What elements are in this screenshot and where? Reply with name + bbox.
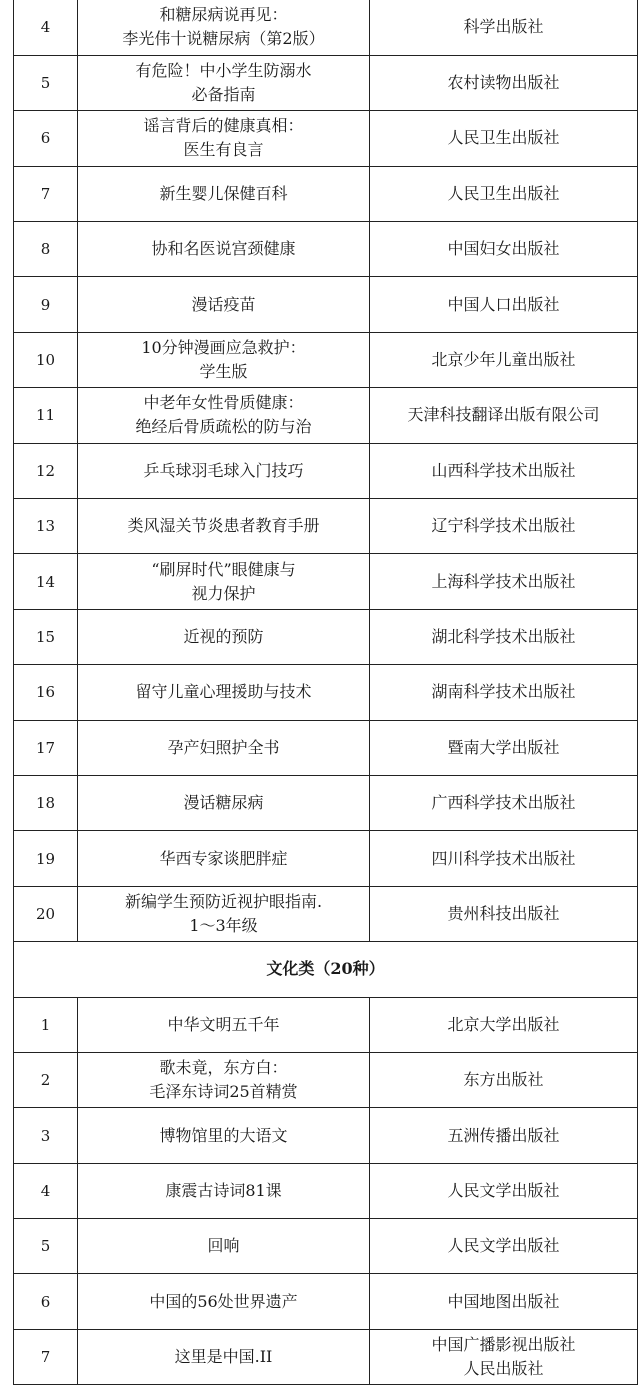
table-row (14, 1052, 638, 1107)
publisher-cell (370, 665, 638, 720)
table-row (14, 886, 638, 941)
row-number: 6 (14, 111, 78, 166)
table-row (14, 665, 638, 720)
table-row (14, 222, 638, 277)
publisher-line: 广西科学技术出版社 (431, 793, 576, 813)
row-number: 12 (14, 443, 78, 498)
publisher-cell (370, 720, 638, 775)
book-title-line: 回响 (207, 1236, 240, 1256)
publisher-line: 人民文学出版社 (447, 1236, 560, 1256)
section-heading-row-group (14, 942, 638, 997)
publisher-line: 北京大学出版社 (447, 1014, 560, 1034)
row-number: 13 (14, 499, 78, 554)
publisher-line: 北京少年儿童出版社 (431, 350, 576, 370)
publisher-line: 人民出版社 (463, 1359, 544, 1379)
row-number: 10 (14, 332, 78, 387)
book-title-line: 毛泽东诗词25首精赏 (149, 1082, 298, 1102)
publisher-line: 湖北科学技术出版社 (431, 626, 576, 646)
publisher-line: 东方出版社 (463, 1070, 544, 1090)
row-number: 6 (14, 1274, 78, 1329)
book-title-line: 留守儿童心理援助与技术 (135, 682, 312, 702)
row-number: 19 (14, 831, 78, 886)
row-number: 4 (14, 0, 78, 55)
book-title-cell (78, 609, 370, 664)
publisher-line: 人民卫生出版社 (447, 128, 560, 148)
book-title-line: 学生版 (199, 362, 248, 382)
book-title-cell (78, 55, 370, 110)
publisher-cell (370, 55, 638, 110)
row-number: 18 (14, 775, 78, 830)
table-row (14, 1329, 638, 1384)
publisher-cell (370, 443, 638, 498)
table-row (14, 0, 638, 55)
table-row (14, 443, 638, 498)
publisher-line: 辽宁科学技术出版社 (431, 516, 576, 536)
table-row (14, 1274, 638, 1329)
book-title-line: 中华文明五千年 (167, 1014, 280, 1034)
book-title-line: 绝经后骨质疏松的防与治 (135, 417, 312, 437)
table-body-bottom (14, 997, 638, 1385)
book-title-line: 新生婴儿保健百科 (159, 183, 288, 203)
publisher-cell (370, 997, 638, 1052)
book-title-cell (78, 0, 370, 55)
table-row (14, 554, 638, 609)
publisher-cell (370, 1163, 638, 1218)
row-number: 7 (14, 1329, 78, 1384)
book-title-cell (78, 1052, 370, 1107)
table-row (14, 166, 638, 221)
book-title-line: 协和名医说宫颈健康 (151, 239, 296, 259)
publisher-cell (370, 1329, 638, 1384)
row-number: 5 (14, 55, 78, 110)
book-title-cell (78, 166, 370, 221)
book-title-cell (78, 111, 370, 166)
publisher-cell (370, 332, 638, 387)
publisher-line: 山西科学技术出版社 (431, 460, 576, 480)
publisher-line: 农村读物出版社 (447, 73, 560, 93)
publisher-cell (370, 0, 638, 55)
table-row (14, 277, 638, 332)
publisher-cell (370, 222, 638, 277)
publisher-line: 湖南科学技术出版社 (431, 682, 576, 702)
publisher-cell (370, 499, 638, 554)
book-title-line: 李光伟十说糖尿病（第2版） (122, 29, 325, 49)
publisher-line: 上海科学技术出版社 (431, 571, 576, 591)
publisher-cell (370, 166, 638, 221)
publisher-line: 中国妇女出版社 (447, 239, 560, 259)
book-title-line: 类风湿关节炎患者教育手册 (127, 516, 320, 536)
publisher-cell (370, 554, 638, 609)
book-title-cell (78, 332, 370, 387)
book-title-line: 新编学生预防近视护眼指南. (124, 891, 323, 911)
book-title-cell (78, 720, 370, 775)
table-row (14, 997, 638, 1052)
book-title-line: 近视的预防 (183, 626, 264, 646)
publisher-line: 暨南大学出版社 (447, 737, 560, 757)
publisher-line: 四川科学技术出版社 (431, 848, 576, 868)
publisher-cell (370, 1108, 638, 1163)
book-title-line: 这里是中国.II (174, 1347, 273, 1367)
row-number: 14 (14, 554, 78, 609)
publisher-cell (370, 609, 638, 664)
row-number: 16 (14, 665, 78, 720)
book-title-cell (78, 1219, 370, 1274)
publisher-line: 中国地图出版社 (447, 1291, 560, 1311)
book-title-cell (78, 1163, 370, 1218)
publisher-line: 中国人口出版社 (447, 294, 560, 314)
book-title-cell (78, 1108, 370, 1163)
table-row (14, 55, 638, 110)
publisher-line: 人民卫生出版社 (447, 183, 560, 203)
book-title-line: 乒乓球羽毛球入门技巧 (143, 460, 304, 480)
book-title-cell (78, 388, 370, 443)
book-title-cell (78, 222, 370, 277)
book-title-line: “刷屏时代”眼健康与 (151, 559, 296, 579)
book-title-line: 漫话糖尿病 (183, 793, 264, 813)
book-title-line: 孕产妇照护全书 (167, 737, 280, 757)
book-title-line: 康震古诗词81课 (165, 1180, 282, 1200)
publisher-line: 科学出版社 (463, 17, 544, 37)
book-title-line: 1～3年级 (189, 915, 258, 935)
book-title-line: 漫话疫苗 (191, 294, 256, 314)
publisher-line: 人民文学出版社 (447, 1180, 560, 1200)
publisher-cell (370, 1219, 638, 1274)
book-title-cell (78, 997, 370, 1052)
book-title-line: 视力保护 (191, 583, 256, 603)
table-row (14, 1219, 638, 1274)
book-title-line: 10分钟漫画应急救护： (141, 338, 306, 358)
table-row (14, 111, 638, 166)
row-number: 3 (14, 1108, 78, 1163)
book-title-cell (78, 277, 370, 332)
book-title-line: 华西专家谈肥胖症 (159, 848, 288, 868)
table-row (14, 1163, 638, 1218)
publisher-cell (370, 277, 638, 332)
table-row (14, 1108, 638, 1163)
publisher-line: 贵州科技出版社 (447, 903, 560, 923)
table-body-top (14, 0, 638, 942)
book-title-cell (78, 499, 370, 554)
publisher-cell (370, 775, 638, 830)
book-title-line: 博物馆里的大语文 (159, 1125, 288, 1145)
row-number: 7 (14, 166, 78, 221)
publisher-line: 天津科技翻译出版有限公司 (407, 405, 600, 425)
row-number: 9 (14, 277, 78, 332)
section-heading-row (14, 942, 638, 997)
row-number: 2 (14, 1052, 78, 1107)
book-title-cell (78, 886, 370, 941)
book-title-line: 医生有良言 (183, 140, 264, 160)
table-row (14, 499, 638, 554)
book-title-cell (78, 1329, 370, 1384)
row-number: 1 (14, 997, 78, 1052)
table-row (14, 775, 638, 830)
row-number: 5 (14, 1219, 78, 1274)
book-title-line: 和糖尿病说再见： (159, 5, 288, 25)
book-title-line: 谣言背后的健康真相： (143, 116, 304, 136)
publisher-cell (370, 1274, 638, 1329)
publisher-line: 五洲传播出版社 (447, 1125, 560, 1145)
book-title-line: 必备指南 (191, 85, 256, 105)
section-heading: 文化类（20种） (14, 942, 638, 997)
book-title-cell (78, 665, 370, 720)
book-title-cell (78, 775, 370, 830)
book-title-cell (78, 554, 370, 609)
publisher-cell (370, 1052, 638, 1107)
table-row (14, 831, 638, 886)
publisher-cell (370, 388, 638, 443)
table-row (14, 609, 638, 664)
publisher-cell (370, 831, 638, 886)
publisher-cell (370, 886, 638, 941)
row-number: 15 (14, 609, 78, 664)
book-title-line: 中老年女性骨质健康： (143, 393, 304, 413)
table-row (14, 720, 638, 775)
book-title-cell (78, 1274, 370, 1329)
book-title-cell (78, 443, 370, 498)
row-number: 17 (14, 720, 78, 775)
book-title-line: 歌未竟，东方白： (159, 1058, 288, 1078)
book-title-line: 有危险！中小学生防溺水 (135, 61, 312, 81)
table-row (14, 332, 638, 387)
row-number: 4 (14, 1163, 78, 1218)
row-number: 8 (14, 222, 78, 277)
book-title-line: 中国的56处世界遗产 (149, 1291, 298, 1311)
row-number: 11 (14, 388, 78, 443)
row-number: 20 (14, 886, 78, 941)
book-list-table (13, 0, 638, 1385)
publisher-cell (370, 111, 638, 166)
publisher-line: 中国广播影视出版社 (431, 1335, 576, 1355)
table-row (14, 388, 638, 443)
book-title-cell (78, 831, 370, 886)
